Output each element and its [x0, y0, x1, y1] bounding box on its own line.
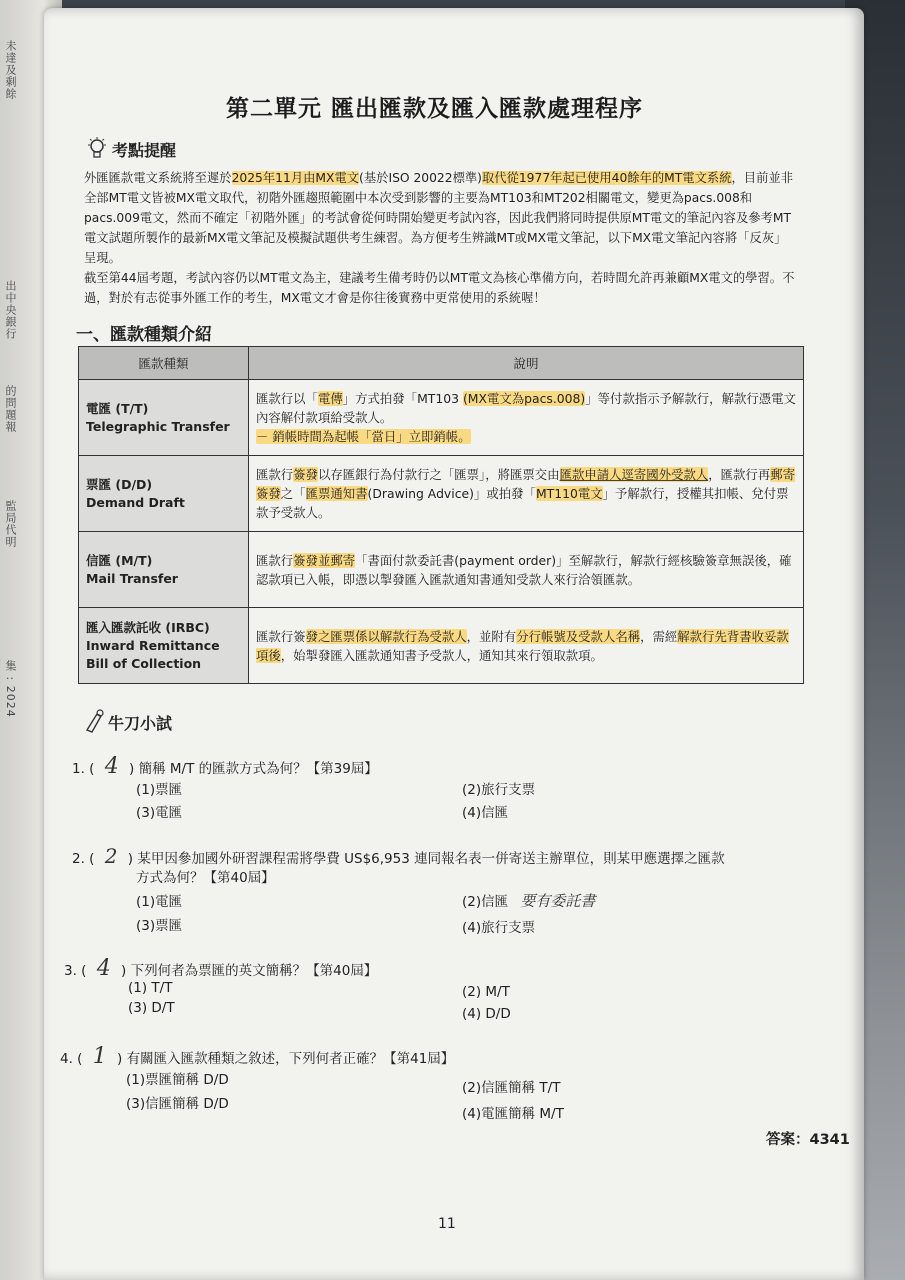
option: (3)電匯 [136, 805, 183, 821]
desc-text: 「書面付款委託書(payment order)」至解款行，解款行經核驗簽章無誤後，確認款項已入帳，即憑以掣發匯入匯款通知書通知受款人來行洽領匯款。 [256, 552, 792, 587]
question-2 [72, 844, 725, 868]
question-stem: ) 下列何者為票匯的英文簡稱？【第40屆】 [121, 963, 378, 979]
lightbulb-icon [86, 136, 108, 162]
table-row [79, 608, 804, 684]
tip-heading [86, 136, 176, 162]
question-number: 2. ( [72, 851, 95, 867]
desc-highlight: 電傳 [317, 391, 343, 406]
tip-heading-label: 考點提醒 [112, 140, 177, 160]
desc-text: 匯款行簽 [256, 628, 306, 644]
book-page [44, 8, 864, 1280]
tip-text: 外匯匯款電文系統將至遲於 [84, 171, 232, 185]
desc-text: 」方式拍發「MT103 [342, 391, 463, 406]
desc-text: (Drawing Advice)」或拍發「 [367, 486, 536, 501]
type-zh: 匯入匯款託收 (IRBC) [86, 619, 210, 635]
unit-title: 第二單元 匯出匯款及匯入匯款處理程序 [226, 96, 644, 122]
desc-highlight: 匯票通知書 [305, 486, 368, 501]
option: (3)票匯 [136, 918, 183, 934]
tip-highlight: 取代從1977年起已使用40餘年的MT電文系統 [481, 171, 732, 185]
desc-text: ，始掣發匯入匯款通知書予受款人，通知其來行領取款項。 [280, 647, 603, 663]
question-3 [64, 956, 377, 981]
desc-highlight: 匯款申請人逕寄國外受款人 [559, 467, 709, 482]
handwritten-note: 要有委託書 [520, 892, 596, 910]
option: (2) M/T [462, 984, 510, 1000]
type-en: Mail Transfer [86, 570, 178, 586]
question-stem: ) 某甲因參加國外研習課程需將學費 US$6,953 連同報名表一併寄送主辦單位，則某甲應選擇之匯款 [127, 851, 725, 867]
knife-icon [84, 708, 106, 734]
section-title: 一、匯款種類介紹 [76, 325, 212, 345]
type-zh: 票匯 (D/D) [86, 476, 153, 492]
tip-body [84, 168, 796, 308]
table-row [79, 532, 804, 608]
option: (1)電匯 [136, 894, 183, 910]
option: (1)票匯 [136, 782, 183, 798]
type-cell [79, 380, 249, 456]
answer-key: 答案：4341 [766, 1132, 850, 1148]
type-zh: 信匯 (M/T) [86, 552, 153, 568]
desc-text: 匯款行 [256, 552, 294, 568]
remittance-types-table [78, 346, 804, 684]
option: (2)旅行支票 [462, 782, 536, 798]
question-number: 1. ( [72, 761, 95, 777]
desc-text: ，需經 [640, 628, 678, 644]
type-zh: 電匯 (T/T) [86, 400, 149, 416]
left-page-text-1: 未達及剩餘 [4, 40, 17, 100]
option-text: (2)信匯 [462, 894, 509, 910]
option: (3) D/T [128, 1000, 175, 1016]
option: (1)票匯簡稱 D/D [126, 1072, 229, 1088]
type-en: Demand Draft [86, 494, 185, 510]
handwritten-answer: 1 [92, 1044, 107, 1069]
type-en: Telegraphic Transfer [86, 418, 230, 434]
handwritten-answer: 4 [96, 956, 111, 981]
desc-highlight: 郵寄簽發 [256, 467, 795, 501]
desc-text: 以存匯銀行為付款行之「匯票」，將匯票交由 [317, 467, 560, 482]
desc-highlight: 解款行先背書收妥款項後 [256, 628, 789, 663]
tip-text: (基於ISO 20022標準) [359, 171, 482, 185]
type-cell [79, 608, 249, 684]
question-1 [72, 754, 378, 779]
desc-text: 匯款行 [256, 467, 294, 482]
desc-highlight: 分行帳號及受款人名稱 [516, 628, 641, 644]
tip-paragraph-2: 截至第44屆考題，考試內容仍以MT電文為主，建議考生備考時仍以MT電文為核心準備方向，若時間允許再兼顧MX電文的學習。不過，對於有志從事外匯工作的考生，MX電文才會是你往後實務中更常使用的系統喔！ [84, 271, 795, 305]
question-stem: ) 簡稱 M/T 的匯款方式為何？【第39屆】 [129, 761, 378, 777]
tip-text: ，目前並非全部MT電文皆被MX電文取代，初階外匯趨照範圍中本次受到影響的主要為MT103和MT202相關電文，變更為pacs.008和pacs.009電文，然而不確定「初階外匯」的考試會從何時開始變更考試內容，因此我們將同時提供原MT電文的筆記內容及參考MT電文試題所製作的最新MX電文筆記及模擬試題供考生練習。為方便考生辨識MT或MX電文筆記，以下MX電文筆記內容將「反灰」呈現。 [84, 171, 793, 265]
desc-text: 」等付款指示予解款行，解款行憑電文內容解付款項給受款人。 [256, 391, 796, 425]
desc-cell [249, 608, 804, 684]
desc-highlight: 發之匯票係以解款行為受款人 [305, 628, 467, 644]
desc-cell [249, 380, 804, 456]
quiz-heading-label: 牛刀小試 [108, 714, 173, 733]
question-stem: ) 有關匯入匯款種類之敘述，下列何者正確？【第41屆】 [117, 1051, 455, 1067]
option: (4) D/D [462, 1006, 511, 1022]
tip-paragraph-1 [84, 168, 796, 268]
desc-cell [249, 532, 804, 608]
question-4 [60, 1044, 454, 1069]
desc-text: 匯款行以「 [256, 391, 318, 406]
desc-cell [249, 456, 804, 532]
option: (4)旅行支票 [462, 920, 536, 936]
tip-highlight: 2025年11月由MX電文 [231, 171, 360, 185]
left-page-text-2: 出中央銀行 [4, 280, 17, 340]
left-page-text-4: 監局代明 [4, 500, 17, 548]
option: (1) T/T [128, 980, 173, 996]
question-number: 3. ( [64, 963, 87, 979]
option: (4)電匯簡稱 M/T [462, 1106, 564, 1122]
handwritten-answer: 4 [104, 754, 119, 779]
table-header: 說明 [249, 347, 804, 380]
question-number: 4. ( [60, 1051, 83, 1067]
desc-highlight: (MX電文為pacs.008) [462, 391, 586, 406]
left-page-text-3: 的問題報 [4, 385, 17, 433]
type-cell [79, 456, 249, 532]
handwritten-answer: 2 [104, 844, 118, 868]
desc-highlight: 簽發並郵寄 [293, 552, 356, 568]
desc-highlight: － 銷帳時間為起帳「當日」立即銷帳。 [256, 429, 471, 444]
type-en: Inward Remittance Bill of Collection [86, 637, 220, 671]
desc-highlight: MT110電文 [535, 486, 603, 501]
option-circled [462, 890, 595, 911]
desc-text: ，並附有 [466, 628, 517, 644]
desc-text: 之「 [280, 486, 306, 501]
desc-text: 」予解款行，授權其扣帳、兌付票款予受款人。 [256, 486, 789, 520]
table-header-row [79, 347, 804, 380]
table-header: 匯款種類 [79, 347, 249, 380]
type-cell [79, 532, 249, 608]
desc-highlight: 簽發 [293, 467, 318, 482]
desc-text: ，匯款行再 [708, 467, 771, 482]
page-number: 11 [438, 1216, 456, 1232]
left-page-text-5: 集 : 2024 [4, 660, 17, 718]
option: (2)信匯簡稱 T/T [462, 1080, 561, 1096]
option: (3)信匯簡稱 D/D [126, 1096, 229, 1112]
option: (4)信匯 [462, 805, 509, 821]
table-row [79, 380, 804, 456]
quiz-heading [84, 708, 172, 734]
table-row [79, 456, 804, 532]
question-2-cont: 方式為何？【第40屆】 [136, 870, 275, 886]
